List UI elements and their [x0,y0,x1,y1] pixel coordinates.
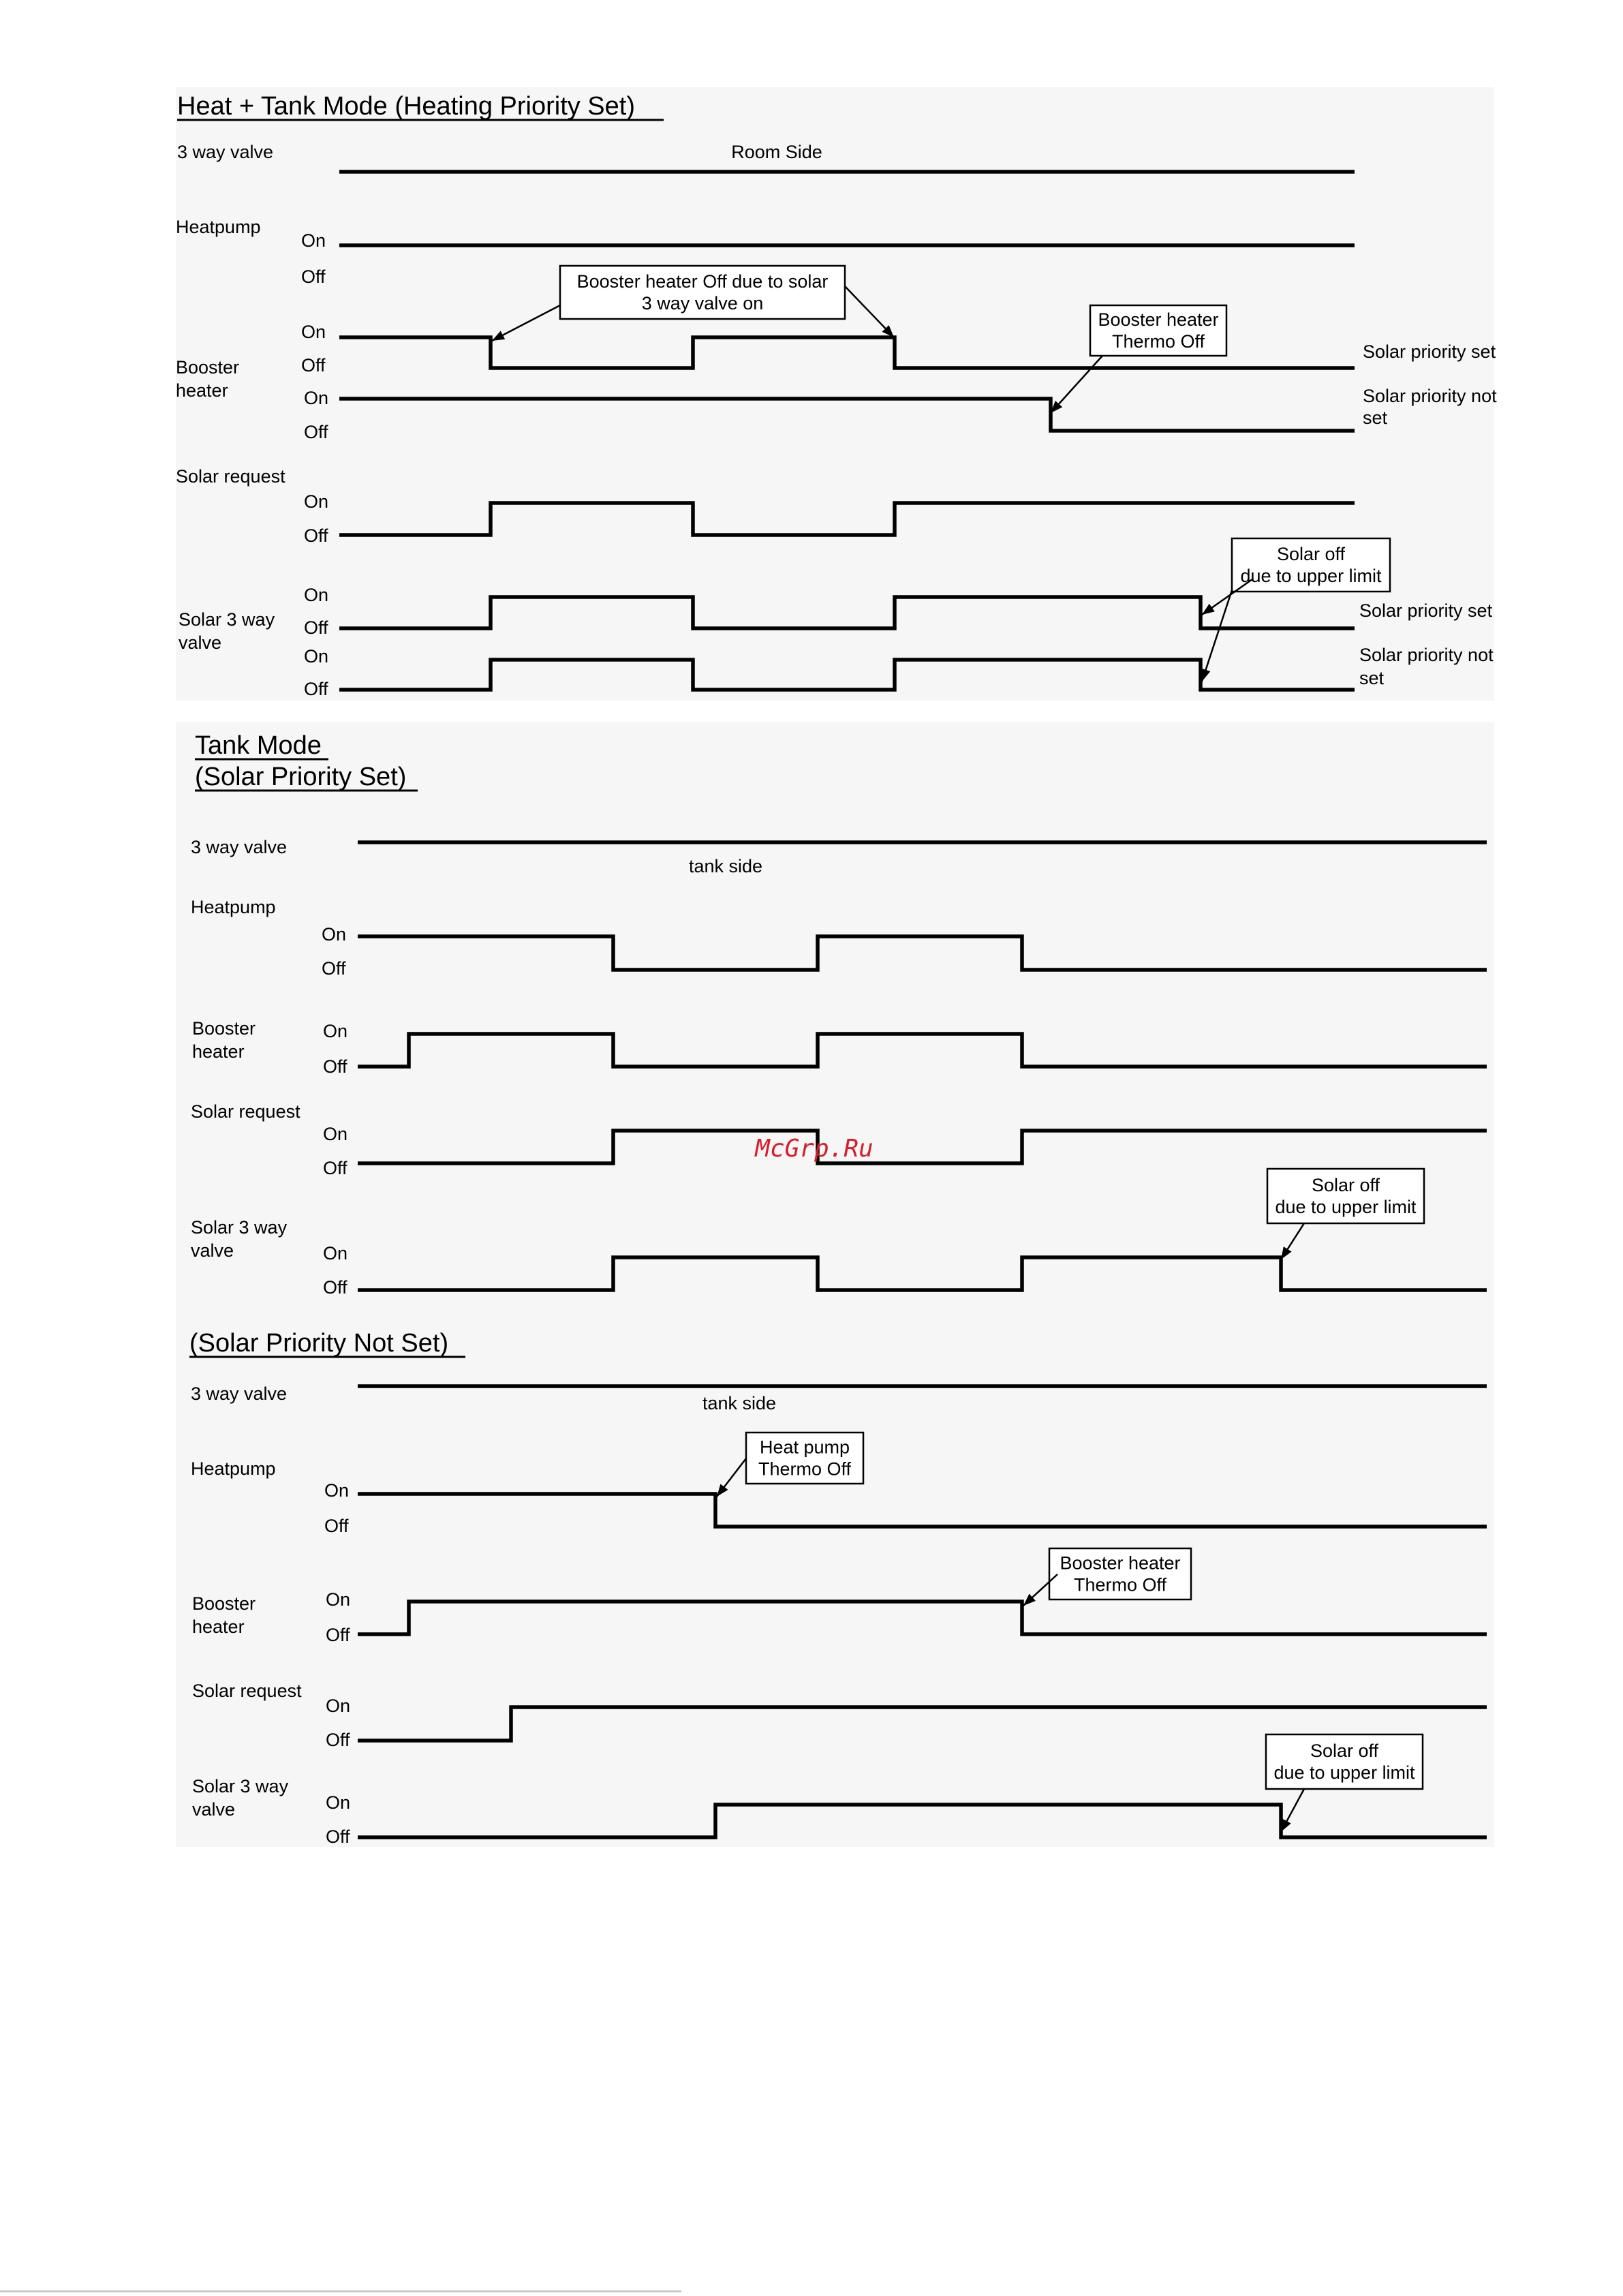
section-1-background [176,87,1494,701]
signal-3-way-valve-label: 3 way valve [191,1383,288,1404]
callout-solar-off-upper-limit-text: due to upper limit [1240,566,1382,586]
callout-booster-thermo-off-text: Thermo Off [1073,1574,1167,1595]
on-label: On [324,1480,350,1501]
on-label: On [326,1696,351,1716]
on-label: On [323,1243,348,1264]
signal-booster-heater-label: Booster [192,1593,256,1614]
signal-booster-heater-label: Booster [192,1018,256,1039]
callout-solar-off-upper-limit-text: Solar off [1311,1175,1380,1195]
note-solar-priority-not-set: set [1363,408,1388,428]
callout-solar-off-upper-limit-text: Solar off [1310,1741,1379,1761]
signal-booster-heater-label: heater [176,380,228,401]
note-solar-priority-not-set: set [1359,668,1385,688]
off-label: Off [323,1158,347,1178]
off-label: Off [304,525,328,546]
on-label: On [322,924,347,945]
on-label: On [301,322,326,342]
section-3-title: (Solar Priority Not Set) [189,1329,449,1358]
note-solar-priority-not-set: Solar priority not [1359,645,1494,665]
callout-solar-off-upper-limit-text: due to upper limit [1273,1762,1415,1783]
off-label: Off [304,617,328,638]
signal-solar-3-way-valve-label: Solar 3 way [192,1776,289,1796]
off-label: Off [301,266,326,287]
signal-heatpump-label: Heatpump [191,897,276,917]
on-label: On [323,1124,348,1144]
callout-solar-off-upper-limit-text: due to upper limit [1275,1197,1417,1217]
callout-heat-pump-thermo-off-text: Thermo Off [758,1458,852,1480]
signal-booster-heater-label: heater [192,1041,245,1062]
on-label: On [326,1792,351,1813]
valve-state-label: tank side [688,856,763,876]
callout-booster-off-solar-text: Booster heater Off due to solar [576,271,829,292]
signal-3-way-valve-label: 3 way valve [177,142,274,162]
callout-booster-off-solar-text: 3 way valve on [641,293,764,313]
note-solar-priority-set: Solar priority set [1359,600,1493,621]
section-2-background [176,722,1494,1847]
off-label: Off [304,679,328,699]
note-solar-priority-not-set: Solar priority not [1363,386,1497,406]
signal-solar-request-label: Solar request [191,1101,300,1122]
on-label: On [304,388,329,408]
on-label: On [301,230,326,251]
off-label: Off [326,1826,350,1847]
section-1-title: Heat + Tank Mode (Heating Priority Set) [177,92,635,121]
off-label: Off [326,1625,350,1645]
signal-heatpump-label: Heatpump [176,217,261,237]
callout-booster-thermo-off-text: Thermo Off [1111,331,1205,352]
on-label: On [304,585,329,605]
section-2-subtitle: (Solar Priority Set) [195,763,407,791]
callout-booster-thermo-off-text: Booster heater [1060,1552,1181,1574]
note-solar-priority-set: Solar priority set [1363,341,1496,362]
on-label: On [304,646,329,667]
off-label: Off [323,1277,347,1298]
section-2-title: Tank Mode [195,731,322,760]
off-label: Off [304,422,328,442]
signal-solar-3-way-valve-label: Solar 3 way [191,1217,288,1238]
on-label: On [323,1021,348,1041]
signal-heatpump-label: Heatpump [191,1458,276,1479]
callout-heat-pump-thermo-off-text: Heat pump [759,1437,850,1458]
signal-solar-3-way-valve-label: valve [191,1240,234,1261]
valve-state-label: tank side [702,1393,777,1413]
signal-booster-heater-label: Booster [176,357,240,378]
signal-solar-3-way-valve-label: Solar 3 way [179,609,275,630]
callout-solar-off-upper-limit-text: Solar off [1276,544,1346,564]
valve-state-label: Room Side [731,142,822,162]
signal-3-way-valve-label: 3 way valve [191,837,288,857]
signal-booster-heater-label: heater [192,1617,245,1637]
watermark: McGrp.Ru [755,1135,874,1163]
on-label: On [304,491,329,512]
signal-solar-request-label: Solar request [192,1681,302,1701]
callout-booster-thermo-off-text: Booster heater [1098,309,1219,330]
off-label: Off [301,355,326,376]
off-label: Off [326,1730,350,1750]
off-label: Off [324,1516,349,1536]
off-label: Off [322,958,346,979]
signal-solar-3-way-valve-label: valve [192,1799,236,1820]
signal-solar-request-label: Solar request [176,466,285,487]
off-label: Off [323,1056,347,1077]
signal-solar-3-way-valve-label: valve [179,632,222,653]
on-label: On [326,1589,351,1610]
